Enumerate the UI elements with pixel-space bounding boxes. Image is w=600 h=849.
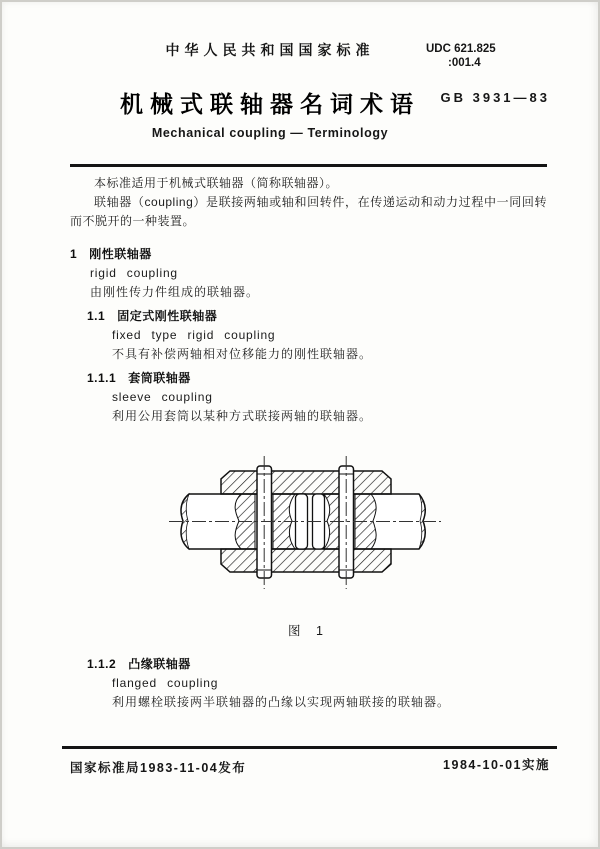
section-heading xyxy=(70,245,547,264)
figure-1-drawing xyxy=(70,452,547,596)
intro-paragraph-2: 联轴器（coupling）是联接两轴或轴和回转件，在传递运动和动力过程中一同回转而不脱开的一种装置。 xyxy=(70,195,547,228)
page-title: 机械式联轴器名词术语 xyxy=(120,91,420,117)
figure-caption: 图 1 xyxy=(288,624,329,638)
section-1-1-1 xyxy=(70,369,547,426)
section-number: 1.1.1 xyxy=(87,371,117,385)
section-definition: 利用公用套筒以某种方式联接两轴的联轴器。 xyxy=(112,409,373,423)
english-subtitle: Mechanical coupling — Terminology xyxy=(151,126,389,140)
section-english-term: flanged coupling xyxy=(112,676,219,690)
footer-divider xyxy=(62,746,557,749)
section-english-term: rigid coupling xyxy=(90,266,178,280)
section-number: 1 xyxy=(70,247,78,261)
section-number: 1.1.2 xyxy=(87,657,117,671)
udc-classification xyxy=(426,42,546,70)
intro-paragraph-1: 本标准适用于机械式联轴器（简称联轴器）。 xyxy=(94,176,339,190)
section-heading xyxy=(87,369,547,388)
section-heading xyxy=(87,655,547,674)
section-1 xyxy=(70,245,547,302)
section-definition: 由刚性传力件组成的联轴器。 xyxy=(90,285,260,299)
section-1-1 xyxy=(70,307,547,364)
section-title: 刚性联轴器 xyxy=(89,247,152,261)
section-definition: 不具有补偿两轴相对位移能力的刚性联轴器。 xyxy=(112,347,373,361)
header-divider xyxy=(70,164,547,167)
sleeve-coupling-diagram xyxy=(164,452,454,596)
section-title: 凸缘联轴器 xyxy=(128,657,191,671)
document-body xyxy=(70,174,547,712)
section-title: 套筒联轴器 xyxy=(128,371,191,385)
udc-number: UDC 621.825 xyxy=(426,43,496,55)
issuing-org-line: 中华人民共和国国家标准 xyxy=(165,42,375,58)
udc-number-continued: :001.4 xyxy=(448,57,481,69)
section-number: 1.1 xyxy=(87,309,106,323)
section-1-1-2 xyxy=(70,655,547,712)
section-english-term: fixed type rigid coupling xyxy=(112,328,276,342)
publish-date-line: 国家标准局1983-11-04发布 xyxy=(70,761,247,775)
effective-date-line: 1984-10-01实施 xyxy=(443,758,550,772)
standard-number: GB 3931—83 xyxy=(440,90,550,105)
section-definition: 利用螺栓联接两半联轴器的凸缘以实现两轴联接的联轴器。 xyxy=(112,695,451,709)
section-title: 固定式刚性联轴器 xyxy=(117,309,218,323)
section-english-term: sleeve coupling xyxy=(112,390,213,404)
section-heading xyxy=(87,307,547,326)
